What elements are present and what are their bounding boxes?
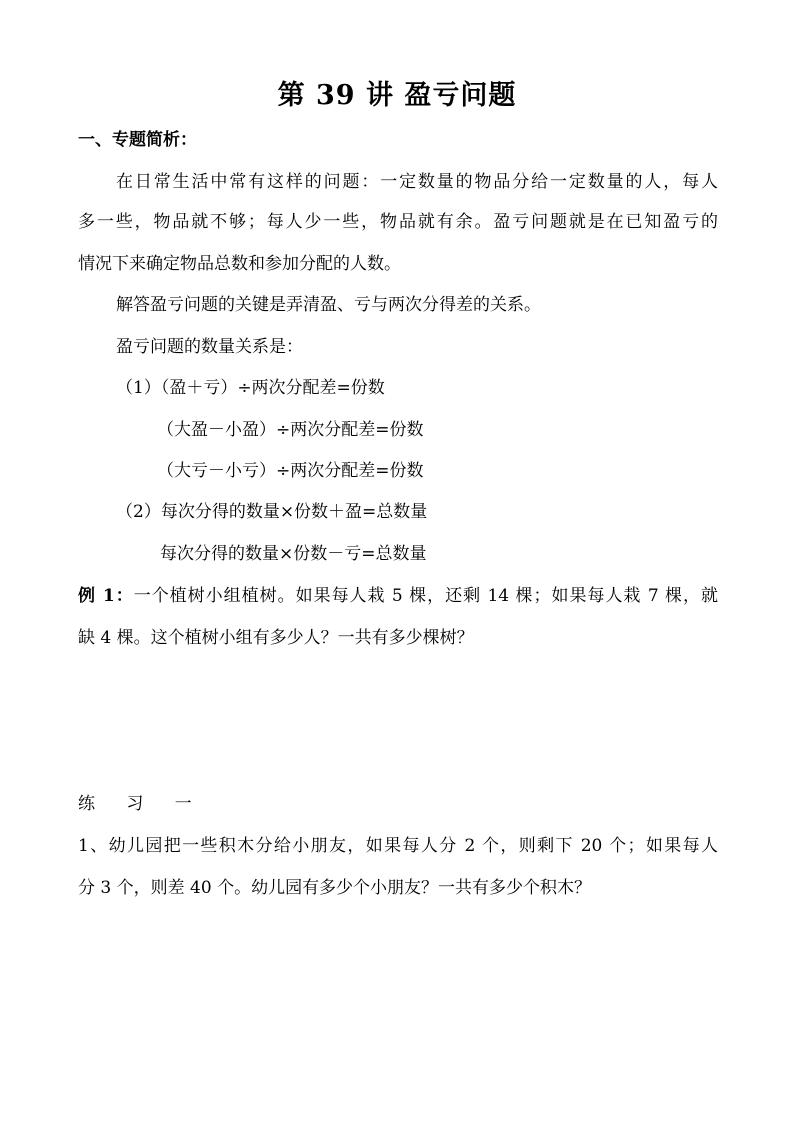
example-1	[78, 584, 718, 608]
page-title: 第 39 讲 盈亏问题	[277, 80, 517, 111]
key-point: 解答盈亏问题的关键是弄清盈、亏与两次分得差的关系。	[116, 295, 541, 315]
example-line-1: 一个植树小组植树。如果每人栽 5 棵，还剩 14 棵；如果每人栽 7 棵，就	[133, 586, 718, 606]
example-line-2: 缺 4 棵。这个植树小组有多少人？一共有多少棵树？	[78, 628, 474, 648]
relation-intro: 盈亏问题的数量关系是：	[116, 337, 303, 357]
practice-heading: 练 习 一	[78, 794, 205, 814]
intro-line-1: 在日常生活中常有这样的问题：一定数量的物品分给一定数量的人，每人	[116, 172, 718, 192]
practice-q1-line-2: 分 3 个，则差 40 个。幼儿园有多少个小朋友？一共有多少个积木？	[78, 878, 592, 898]
example-label: 例 1：	[78, 586, 134, 606]
formula-3: （大亏－小亏）÷两次分配差=份数	[157, 461, 424, 481]
intro-line-3: 情况下来确定物品总数和参加分配的人数。	[78, 254, 401, 274]
practice-q1-line-1: 1、幼儿园把一些积木分给小朋友，如果每人分 2 个，则剩下 20 个；如果每人	[78, 836, 718, 856]
formula-5: 每次分得的数量×份数－亏=总数量	[160, 544, 427, 564]
section-heading: 一、专题简析：	[78, 130, 197, 150]
formula-2: （大盈－小盈）÷两次分配差=份数	[157, 420, 424, 440]
formula-1: （1）（盈＋亏）÷两次分配差=份数	[116, 378, 385, 398]
intro-line-2: 多一些，物品就不够；每人少一些，物品就有余。盈亏问题就是在已知盈亏的	[78, 212, 718, 232]
formula-4: （2）每次分得的数量×份数＋盈=总数量	[116, 502, 428, 522]
